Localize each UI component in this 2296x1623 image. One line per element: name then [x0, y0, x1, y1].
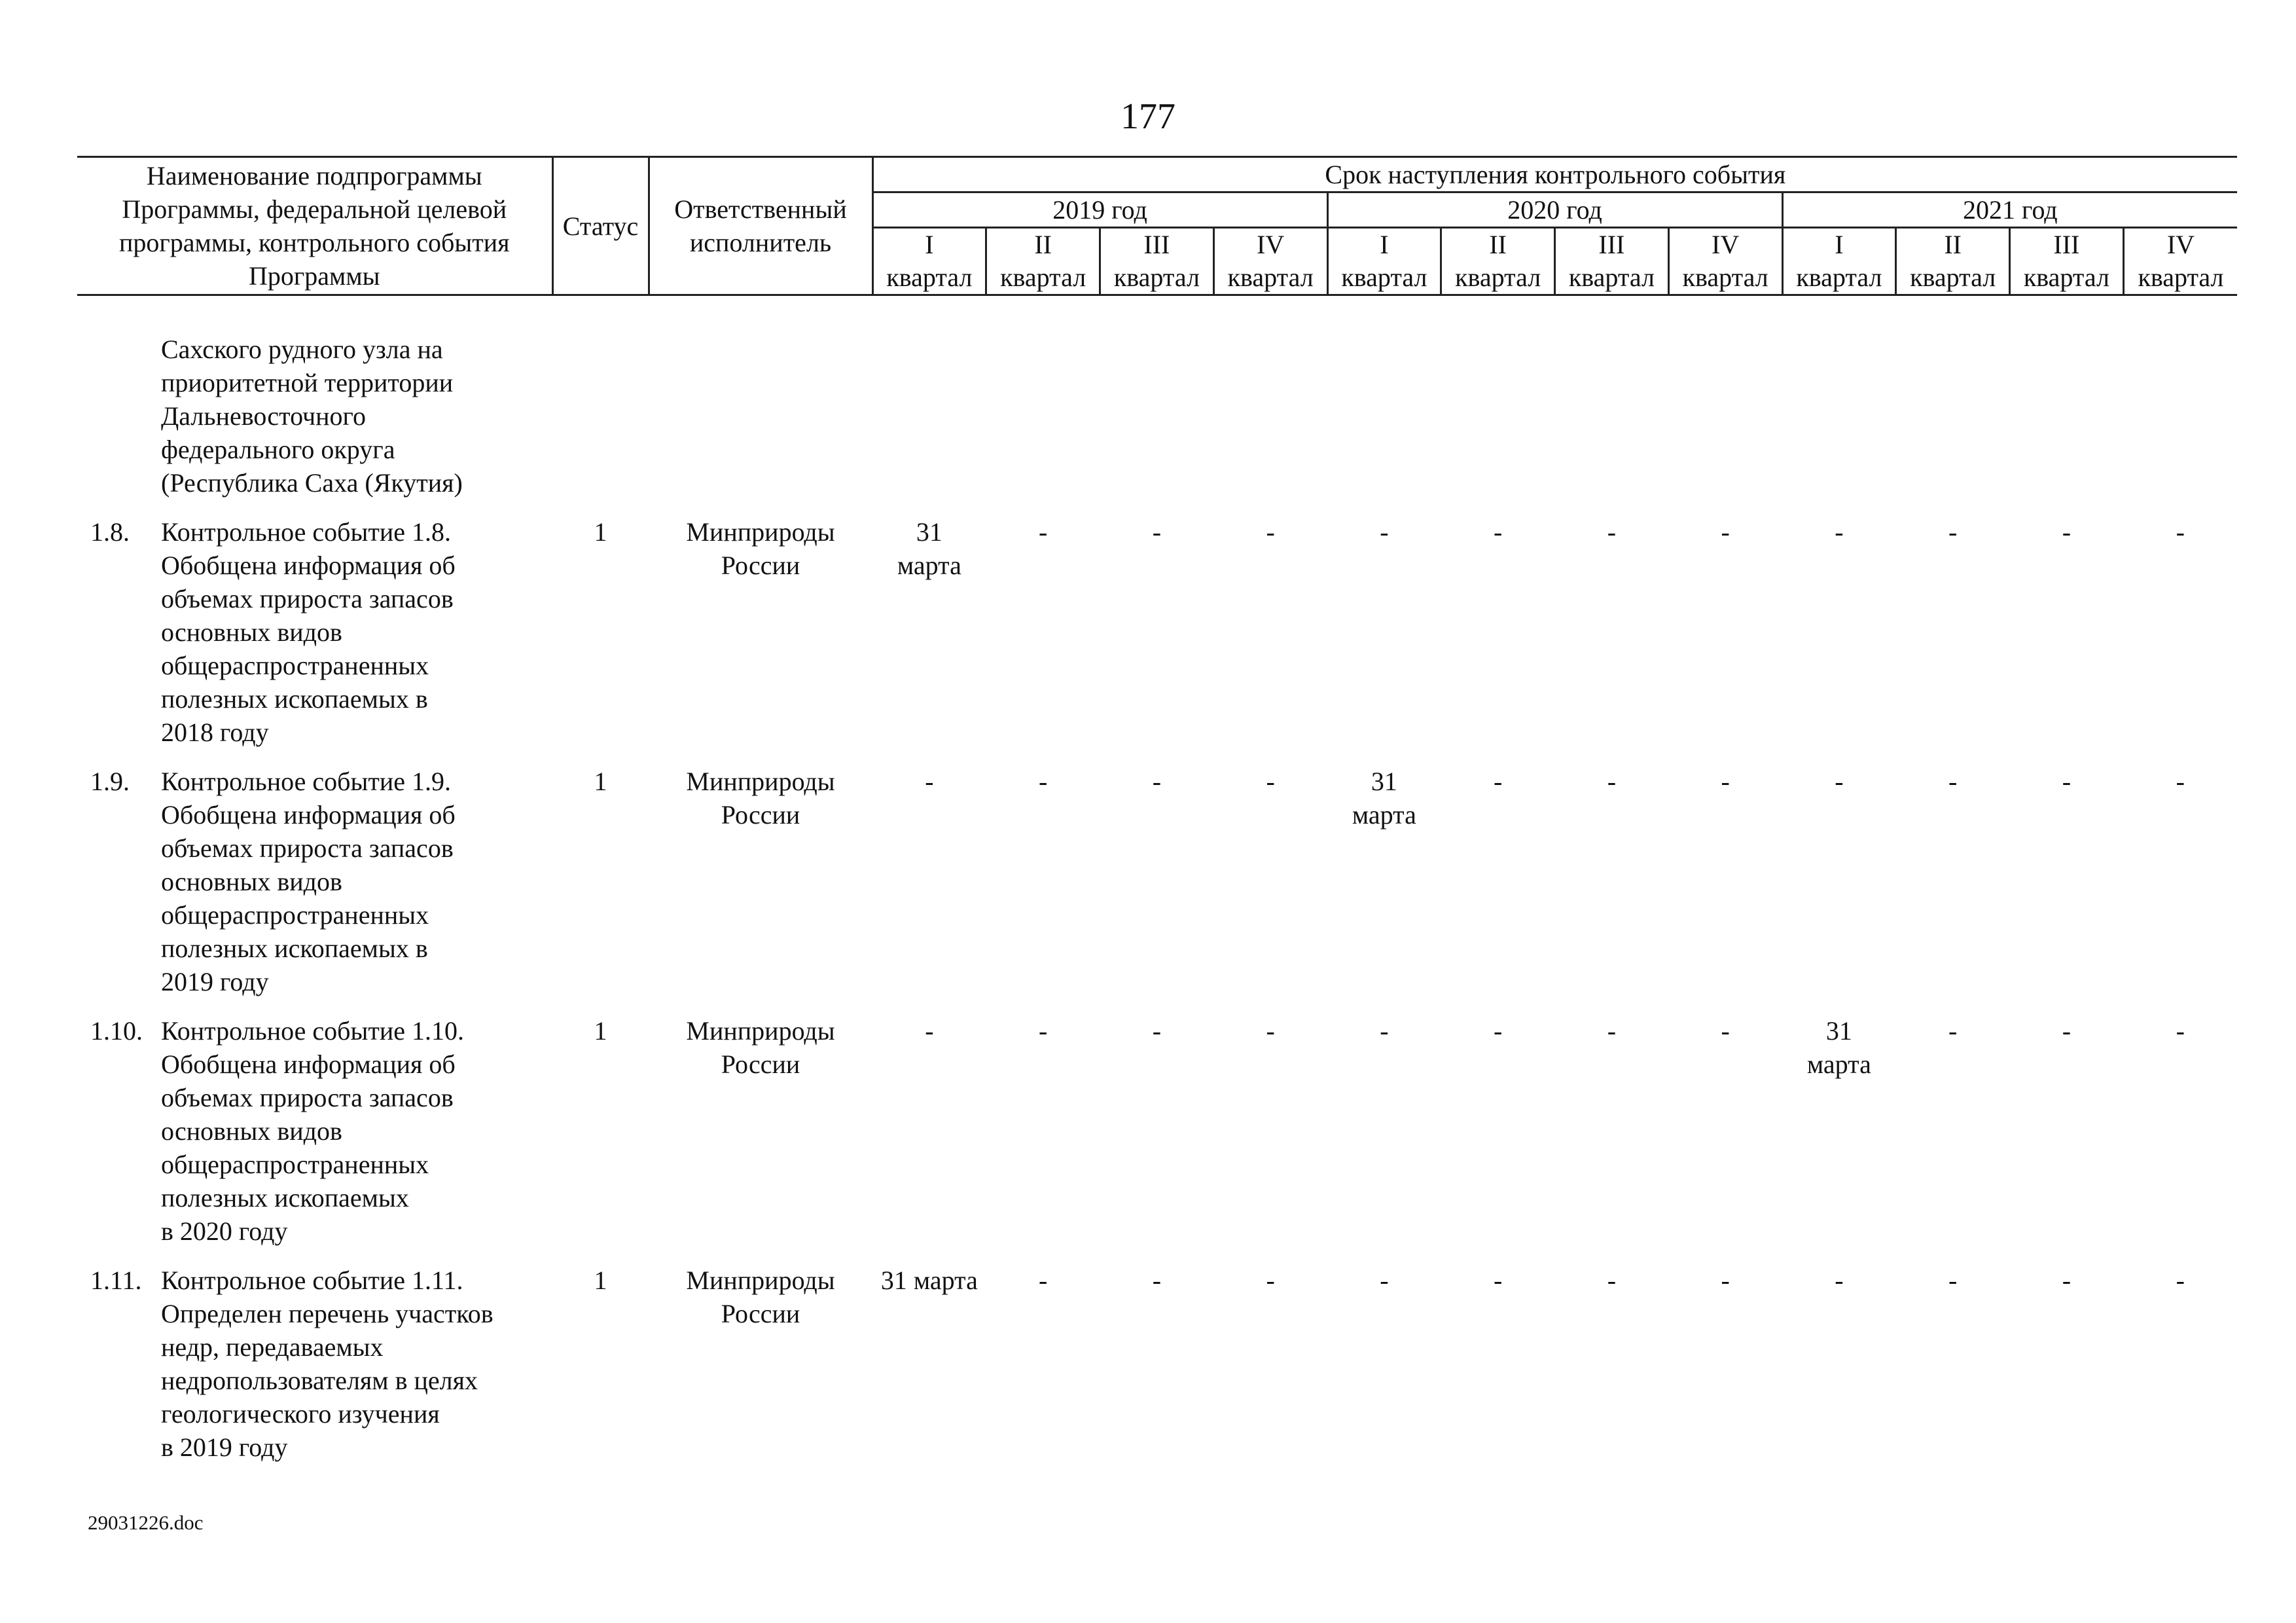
quarter-value: - [925, 1016, 934, 1046]
cell-quarter [1668, 1256, 1782, 1472]
header-quarter-numeral: III [2053, 230, 2080, 259]
header-responsible [649, 157, 872, 295]
cell-quarter [1213, 1006, 1327, 1256]
header-quarter-word: квартал [1682, 263, 1768, 292]
header-quarter [1896, 228, 2010, 295]
header-year-2020: 2020 год [1327, 192, 1782, 228]
cell-quarter [1213, 1256, 1327, 1472]
name-line: Обобщена информация об [161, 1049, 456, 1079]
cell-status: 1 [594, 517, 607, 547]
cell-quarter [1555, 507, 1669, 757]
header-quarter-word: квартал [1910, 263, 1996, 292]
cell-quarter [2010, 1006, 2124, 1256]
cell-responsible [649, 1006, 872, 1256]
table-row-continuation [77, 295, 2237, 508]
cell-quarter [986, 507, 1100, 757]
responsible-line: Минприроды [686, 767, 835, 796]
name-line: Контрольное событие 1.9. [161, 767, 452, 796]
quarter-value: - [2062, 767, 2072, 796]
quarter-value: - [2176, 767, 2185, 796]
name-line: Контрольное событие 1.8. [161, 517, 452, 547]
name-line: недр, передаваемых [161, 1332, 384, 1362]
name-line: объемах прироста запасов [161, 833, 454, 863]
cell-number: 1.8. [90, 517, 130, 547]
cell-number: 1.11. [90, 1266, 142, 1295]
cell-number: 1.10. [90, 1016, 143, 1046]
responsible-line: России [721, 551, 800, 580]
cell-quarter [1896, 1006, 2010, 1256]
header-quarter-numeral: II [1489, 230, 1507, 259]
name-line: приоритетной территории [161, 368, 454, 397]
cell-quarter [1441, 1006, 1555, 1256]
name-line: Обобщена информация об [161, 551, 456, 580]
cell-quarter [2010, 507, 2124, 757]
quarter-value: - [1607, 1016, 1617, 1046]
cell-name-continuation [152, 295, 552, 508]
cell-quarter [1327, 1006, 1441, 1256]
name-line: недропользователям в целях [161, 1366, 478, 1395]
header-quarter-numeral: IV [2166, 230, 2195, 259]
name-line: общераспространенных [161, 1150, 429, 1179]
quarter-value: - [2176, 517, 2185, 547]
quarter-value: - [2062, 1016, 2072, 1046]
header-quarter-numeral: I [1380, 230, 1389, 259]
header-quarter [872, 228, 986, 295]
header-quarter [2010, 228, 2124, 295]
header-name-line: Наименование подпрограммы [146, 161, 482, 191]
responsible-line: Минприроды [686, 1266, 835, 1295]
cell-quarter [1100, 757, 1214, 1006]
header-quarter [1782, 228, 1896, 295]
quarter-value: - [1835, 767, 1844, 796]
quarter-value: - [1721, 1016, 1730, 1046]
header-quarter-word: квартал [1113, 263, 1200, 292]
responsible-line: Минприроды [686, 1016, 835, 1046]
header-responsible-line: исполнитель [689, 228, 832, 257]
quarter-value: - [1266, 1266, 1275, 1295]
header-name [77, 157, 552, 295]
quarter-value: 31 [1825, 1016, 1852, 1046]
quarter-value: - [1948, 1266, 1958, 1295]
quarter-value: - [1038, 1016, 1048, 1046]
cell-responsible [649, 1256, 872, 1472]
cell-quarter [1441, 1256, 1555, 1472]
name-line: общераспространенных [161, 900, 429, 930]
cell-quarter [1100, 1006, 1214, 1256]
quarter-value: - [1266, 1016, 1275, 1046]
header-quarter-numeral: III [1143, 230, 1170, 259]
cell-quarter [1668, 757, 1782, 1006]
page-number: 177 [1121, 96, 1175, 137]
header-quarter [1668, 228, 1782, 295]
name-line: общераспространенных [161, 651, 429, 680]
quarter-value: - [1607, 767, 1617, 796]
quarter-value: - [1607, 517, 1617, 547]
cell-status: 1 [594, 767, 607, 796]
cell-quarter [1668, 507, 1782, 757]
header-quarter [1327, 228, 1441, 295]
name-line: основных видов [161, 867, 342, 896]
cell-quarter [2010, 757, 2124, 1006]
header-quarter-numeral: I [925, 230, 934, 259]
header-quarter-word: квартал [886, 263, 973, 292]
quarter-value: - [2176, 1266, 2185, 1295]
cell-quarter [1782, 757, 1896, 1006]
quarter-value: - [1835, 517, 1844, 547]
cell-quarter [1327, 507, 1441, 757]
quarter-value: - [1721, 767, 1730, 796]
quarter-value: - [1152, 1016, 1162, 1046]
header-quarter-word: квартал [2138, 263, 2224, 292]
cell-empty [552, 295, 2237, 508]
quarter-value: - [2062, 517, 2072, 547]
cell-quarter [1896, 1256, 2010, 1472]
header-year-2019: 2019 год [872, 192, 1327, 228]
cell-status: 1 [594, 1016, 607, 1046]
responsible-line: России [721, 1049, 800, 1079]
cell-quarter [1555, 757, 1669, 1006]
quarter-value: - [1266, 517, 1275, 547]
cell-quarter [1782, 507, 1896, 757]
quarter-value: - [1152, 1266, 1162, 1295]
name-line: основных видов [161, 617, 342, 647]
header-responsible-line: Ответственный [674, 194, 847, 224]
name-line: Дальневосточного [161, 401, 366, 431]
quarter-value: - [1721, 517, 1730, 547]
name-line: Контрольное событие 1.11. [161, 1266, 463, 1295]
table-row [77, 1006, 2237, 1256]
name-line: полезных ископаемых в [161, 934, 428, 963]
name-line: основных видов [161, 1116, 342, 1146]
quarter-value: - [1380, 1266, 1389, 1295]
header-status: Статус [552, 157, 649, 295]
quarter-value: - [1038, 1266, 1048, 1295]
quarter-value: - [1493, 1016, 1503, 1046]
cell-event-name [152, 1006, 552, 1256]
cell-quarter [1782, 1006, 1896, 1256]
cell-quarter [2010, 1256, 2124, 1472]
name-line: Сахского рудного узла на [161, 335, 443, 364]
table-row [77, 757, 2237, 1006]
name-line: Контрольное событие 1.10. [161, 1016, 465, 1046]
name-line: (Республика Саха (Якутия) [161, 468, 463, 498]
header-quarter-numeral: IV [1257, 230, 1285, 259]
quarter-value: - [1948, 767, 1958, 796]
name-line: федерального округа [161, 435, 395, 464]
header-quarter-numeral: II [1944, 230, 1962, 259]
cell-responsible [649, 757, 872, 1006]
cell-quarter [872, 1006, 986, 1256]
quarter-value: - [1721, 1266, 1730, 1295]
name-line: 2019 году [161, 967, 269, 996]
quarter-value: - [925, 767, 934, 796]
table-row [77, 1256, 2237, 1472]
quarter-value: - [1948, 517, 1958, 547]
quarter-value: - [1380, 517, 1389, 547]
cell-quarter [2123, 507, 2237, 757]
cell-quarter [872, 1256, 986, 1472]
name-line: полезных ископаемых [161, 1183, 409, 1213]
quarter-value: - [1152, 517, 1162, 547]
header-quarter-word: квартал [1000, 263, 1086, 292]
control-events-table [77, 156, 2237, 1472]
header-quarter-word: квартал [1227, 263, 1314, 292]
cell-quarter [1213, 507, 1327, 757]
cell-quarter [986, 757, 1100, 1006]
header-name-line: программы, контрольного события [118, 228, 510, 257]
name-line: 2018 году [161, 718, 269, 747]
cell-number: 1.9. [90, 767, 130, 796]
name-line: объемах прироста запасов [161, 1083, 454, 1112]
footer-doc-name: 29031226.doc [88, 1511, 204, 1534]
quarter-value: - [1493, 767, 1503, 796]
quarter-value: - [1493, 1266, 1503, 1295]
quarter-value: 31 [1371, 767, 1397, 796]
quarter-value: - [2176, 1016, 2185, 1046]
quarter-value: марта [897, 551, 961, 580]
quarter-value: - [1835, 1266, 1844, 1295]
cell-quarter [1100, 507, 1214, 757]
cell-quarter [1896, 507, 2010, 757]
table-body [77, 295, 2237, 1472]
header-quarter [1441, 228, 1555, 295]
table-row [77, 507, 2237, 757]
responsible-line: России [721, 800, 800, 830]
cell-quarter [1555, 1006, 1669, 1256]
cell-quarter [872, 507, 986, 757]
name-line: геологического изучения [161, 1399, 440, 1429]
header-name-line: Программы [248, 261, 380, 291]
quarter-value: 31 марта [880, 1266, 978, 1295]
quarter-value: 31 [916, 517, 942, 547]
name-line: в 2019 году [161, 1432, 288, 1462]
cell-quarter [1100, 1256, 1214, 1472]
header-deadline: Срок наступления контрольного события [872, 157, 2237, 192]
header-quarter-word: квартал [1341, 263, 1427, 292]
cell-quarter [872, 757, 986, 1006]
quarter-value: - [1152, 767, 1162, 796]
cell-quarter [2123, 1256, 2237, 1472]
header-quarter [1100, 228, 1214, 295]
cell-quarter [1555, 1256, 1669, 1472]
cell-responsible [649, 507, 872, 757]
name-line: в 2020 году [161, 1216, 288, 1246]
table-header [77, 157, 2237, 295]
header-quarter-word: квартал [1455, 263, 1541, 292]
name-line: Определен перечень участков [161, 1299, 493, 1328]
quarter-value: - [1038, 517, 1048, 547]
header-year-2021: 2021 год [1782, 192, 2237, 228]
cell-number [77, 295, 152, 508]
cell-quarter [1441, 757, 1555, 1006]
quarter-value: - [1607, 1266, 1617, 1295]
header-quarter [1555, 228, 1669, 295]
responsible-line: России [721, 1299, 800, 1328]
quarter-value: - [1038, 767, 1048, 796]
header-quarter [1213, 228, 1327, 295]
cell-quarter [1441, 507, 1555, 757]
quarter-value: - [2062, 1266, 2072, 1295]
cell-quarter [2123, 757, 2237, 1006]
quarter-value: - [1380, 1016, 1389, 1046]
cell-quarter [1668, 1006, 1782, 1256]
header-name-line: Программы, федеральной целевой [122, 194, 507, 224]
cell-event-name [152, 507, 552, 757]
header-quarter [2123, 228, 2237, 295]
cell-status: 1 [594, 1266, 607, 1295]
header-quarter-numeral: IV [1712, 230, 1740, 259]
name-line: полезных ископаемых в [161, 684, 428, 714]
quarter-value: - [1493, 517, 1503, 547]
name-line: Обобщена информация об [161, 800, 456, 830]
cell-quarter [986, 1006, 1100, 1256]
header-quarter-word: квартал [1568, 263, 1655, 292]
name-line: объемах прироста запасов [161, 584, 454, 613]
responsible-line: Минприроды [686, 517, 835, 547]
quarter-value: - [1266, 767, 1275, 796]
cell-quarter [986, 1256, 1100, 1472]
header-quarter-word: квартал [1796, 263, 1882, 292]
header-quarter-numeral: III [1598, 230, 1625, 259]
quarter-value: марта [1352, 800, 1416, 830]
cell-quarter [1896, 757, 2010, 1006]
cell-quarter [1782, 1256, 1896, 1472]
quarter-value: - [1948, 1016, 1958, 1046]
cell-quarter [2123, 1006, 2237, 1256]
quarter-value: марта [1806, 1049, 1871, 1079]
header-quarter-numeral: II [1034, 230, 1052, 259]
cell-quarter [1327, 757, 1441, 1006]
header-quarter [986, 228, 1100, 295]
header-quarter-word: квартал [2023, 263, 2109, 292]
header-quarter-numeral: I [1835, 230, 1844, 259]
cell-event-name [152, 1256, 552, 1472]
cell-quarter [1327, 1256, 1441, 1472]
cell-quarter [1213, 757, 1327, 1006]
cell-event-name [152, 757, 552, 1006]
